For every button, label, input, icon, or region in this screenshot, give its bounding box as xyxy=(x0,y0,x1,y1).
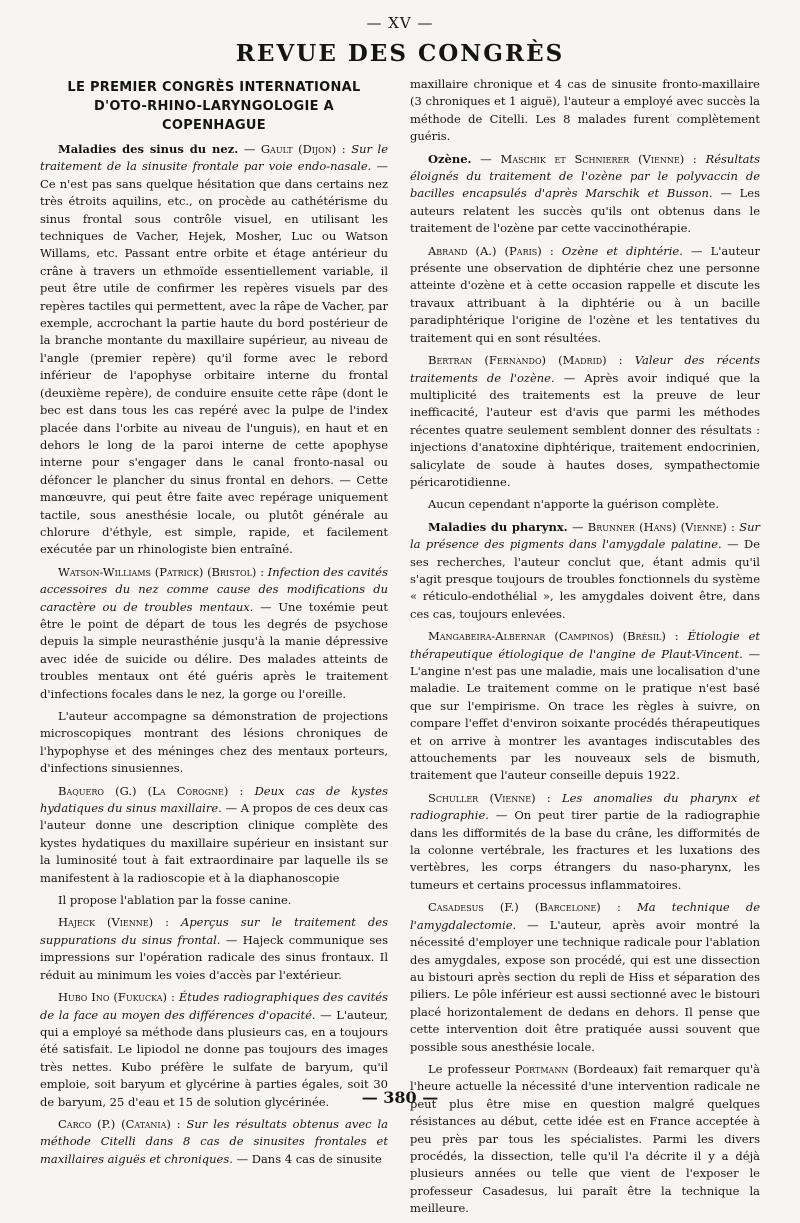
abstract-hajeck xyxy=(40,914,388,984)
abstract-text: — Une toxémie peut être le point de départ de tous les degrés de psychose depuis la simple neurasthénie jusqu'à la manie dépressive avec idée de suicide ou délire. Des malades atteints de troubles mentaux ont été guéris après le traitement d'infections focales dans le nez, la gorge ou l'oreille. xyxy=(40,599,389,701)
paper-title: Résultats éloignés du traitement de l'ozène par le polyvaccin de bacilles encapsulés d'après Marschik et Busson. xyxy=(410,151,761,201)
abstract-text: — Ce n'est pas sans quelque hésitation que dans certains nez très étroits aquilins, etc., on procède au cathétérisme du sinus frontal sous contrôle visuel, en utilisant les techniques de Vacher, Hejek, Mosher, Luc ou Watson Willams, etc. Passant entre orbite et étage antérieur du crâne à travers un ethmoïde essentiellement variable, il peut être utile de confirmer les repères visuels par des repères tactiles qui permettent, avec la râpe de Vacher, par exemple, accrochant la partie haute du bord postérieur de la branche montante du maxillaire supérieur, au niveau de l'angle (premier repère) qu'il forme avec le rebord inférieur de l'apophyse orbitaire interne du frontal (deuxième repère), de conduire ensuite cette râpe (dont le bec est dans tous les cas repéré avec la pulpe de l'index placée dans l'orbite au niveau de l'unguis), en haut et en dehors le long de la paroi interne de cette apophyse interne pour s'engager dans le canal fronto-nasal ou défoncer le plancher du sinus frontal en dehors. — Cette manœuvre, qui peut être faite avec repérage uniquement tactile, sous anesthésie locale, ou plutôt générale au chlorure d'éthyle, est simple, rapide, et facilement exécutée par un rhinologiste bien entraîné. xyxy=(40,159,388,557)
abstract-gault xyxy=(40,141,388,559)
paper-title: Aperçus sur le traitement des suppurations du sinus frontal. xyxy=(40,915,388,947)
author: Hajeck (Vienne) : xyxy=(58,915,169,930)
author: Abrand (A.) (Paris) : xyxy=(428,243,554,258)
abstract-text: — L'auteur, qui a employé sa méthode dans plusieurs cas, en a toujours été satisfait. Le lipiodol ne donne pas toujours des images très nettes. Kubo préfère le sulfate de baryum, qu'il emploie, soit baryum et glycérine à parties égales, soit 30 de baryum, 25 d'eau et 15 de solution glycérinée. xyxy=(40,1007,388,1109)
author: Hubo Ino (Fukucka) : xyxy=(58,990,175,1005)
paper-title: Sur le traitement de la sinusite frontale par voie endo-nasale. xyxy=(40,142,389,174)
abstract-mangabeira xyxy=(410,628,760,785)
abstract-schuller xyxy=(410,790,760,894)
author: — Brunner (Hans) (Vienne) : xyxy=(571,519,735,534)
article-title-line: D'OTO-RHINO-LARYNGOLOGIE A COPENHAGUE xyxy=(94,99,334,133)
author: Bertran (Fernando) (Madrid) : xyxy=(428,353,623,368)
abstract-text: — Les auteurs relatent les succès qu'ils ont obtenus dans le traitement de l'ozène par cette vaccinothérapie. xyxy=(410,186,761,236)
paper-title: Les anomalies du pharynx et radiographie. xyxy=(410,790,761,823)
article-title-line: LE PREMIER CONGRÈS INTERNATIONAL xyxy=(67,80,361,95)
paragraph: L'auteur accompagne sa démonstration de projections microscopiques montrant des lésions chroniques de l'hypophyse et des méninges chez des mentaux porteurs, d'infections sinusiennes. xyxy=(40,709,388,776)
abstract-carco xyxy=(40,1116,388,1168)
abstract-baquero xyxy=(40,783,388,887)
abstract-bertran xyxy=(410,352,760,491)
author: Carco (P.) (Catania) : xyxy=(58,1116,181,1131)
abstract-watson xyxy=(40,564,388,703)
author: Portmann xyxy=(514,1061,569,1076)
left-column xyxy=(40,78,388,1173)
abstract-text: — L'angine n'est pas une maladie, mais une localisation d'une maladie. Le traitement comme on le pratique n'est basé que sur l'empirisme. On trace les règles à suivre, on compare l'effet d'environ soixante procédés thérapeutiques et on arrive à montrer les avantages indiscutables des attouchements par les nouveaux sels de bismuth, traitement que l'auteur conseille depuis 1922. xyxy=(410,646,761,783)
abstract-text: — L'auteur présente une observation de diphtérie chez une personne atteinte d'ozène et à cette occasion rappelle et discute les travaux attribuant à la diphtérie ou à un bacille paradiphtérique l'origine de l'ozène et les tentatives du traitement qui en sont résultées. xyxy=(410,243,761,345)
paper-title: Valeur des récents traitements de l'ozène. xyxy=(410,353,760,385)
section-heading: REVUE DES CONGRÈS xyxy=(235,40,565,67)
author: Schuller (Vienne) : xyxy=(428,790,551,805)
paper-title: Ma technique de l'amygdalectomie. xyxy=(410,900,761,932)
paragraph: Il propose l'ablation par la fosse canine. xyxy=(58,893,292,908)
paragraph: maxillaire chronique et 4 cas de sinusite fronto-maxillaire (3 chroniques et 1 aiguë), l'auteur a employé avec succès la méthode de Citelli. Les 8 malades furent complètement guéris. xyxy=(410,77,760,144)
paper-title: Deux cas de kystes hydatiques du sinus maxillaire. xyxy=(40,783,388,816)
abstract-text: — A propos de ces deux cas l'auteur donne une description clinique complète des kystes hydatiques du maxillaire supérieur en insistant sur la luminosité tout à fait extraordinaire par laquelle ils se manifestent à la radioscopie et à la diaphanoscopie xyxy=(40,801,389,885)
abstract-text: — De ses recherches, l'auteur conclut que, étant admis qu'il s'agit presque toujours de troubles fonctionnels du système « réticulo-endothélial », les amygdales doivent être, dans ces cas, toujours enlevées. xyxy=(410,537,761,621)
right-column xyxy=(410,76,760,1223)
abstract-ozene xyxy=(410,151,760,238)
paper-title: Ozène et diphtérie. xyxy=(561,243,683,258)
author: Baquero (G.) (La Corogne) : xyxy=(58,783,244,798)
abstract-text: — Hajeck communique ses impressions sur l'opération radicale des sinus frontaux. Il réduit au minimum les voies d'accès par l'extérieur. xyxy=(40,932,388,982)
abstract-abrand xyxy=(410,243,760,347)
abstract-text: — Après avoir indiqué que la multiplicité des traitements est la preuve de leur inefficacité, l'auteur est d'avis que parmi les méthodes récentes quatre seulement semblent donner des résultats : injections d'anatoxine diphtérique, traitement endocrinien, salicylate de soude à hautes doses, sympathectomie péricarotidienne. xyxy=(410,370,761,489)
abstract-text: — On peut tirer partie de la radiographie dans les difformités de la base du crâne, les difformités de la colonne vertébrale, les fractures et les luxations des vertèbres, les corps étrangers du naso-pharynx, les tumeurs et certains processus inflammatoires. xyxy=(410,808,760,892)
author: Casadesus (F.) (Barcelone) : xyxy=(428,900,621,915)
abstract-casadesus xyxy=(410,899,760,1056)
abstract-text: (Bordeaux) fait remarquer qu'à l'heure actuelle la nécessité d'une intervention radicale ne peut plus être mise en question malgré quelques résistances au début, cette idée est en France acceptée à peu près par tous les spécialistes. Parmi les divers procédés, la dissection, telle qu'il l'a décrite il y a déjà plusieurs années ou telle que vient de l'exposer le professeur Casadesus, lui paraît être la technique la meilleure. xyxy=(410,1061,760,1216)
section-label: Ozène. xyxy=(428,151,472,166)
paper-title: Étiologie et thérapeutique étiologique de l'angine de Plaut-Vincent. xyxy=(410,629,760,661)
page-number: — 380 — xyxy=(361,1088,439,1107)
abstract-portmann xyxy=(410,1061,760,1218)
author: Watson-Williams (Patrick) (Bristol) : xyxy=(58,564,264,579)
paper-title: Infection des cavités accessoires du nez comme cause des modifications du caractère ou de troubles mentaux. xyxy=(40,564,389,614)
paper-title: Sur les résultats obtenus avec la méthode Citelli dans 8 cas de sinusites frontales et maxillaires aiguës et chroniques. xyxy=(40,1116,389,1166)
paper-title: Sur la présence des pigments dans l'amygdale palatine. xyxy=(410,519,760,552)
abstract-text: — L'auteur, après avoir montré la nécessité d'employer une technique radicale pour l'ablation des amygdales, expose son procédé, qui est une dissection au bistouri après section du repli de Hiss et séparation des piliers. Le pôle inférieur est aussi sectionné avec le bistouri placé horizontalement de dedans en dehors. Il pense que cette intervention doit être pratiquée aussi souvent que possible sous anesthésie locale. xyxy=(410,917,760,1054)
roman-page-number: — XV — xyxy=(366,14,434,32)
article-title xyxy=(40,78,388,135)
author: — Maschik et Schnierer (Vienne) : xyxy=(480,151,697,166)
paragraph: Aucun cependant n'apporte la guérison complète. xyxy=(428,497,720,512)
paper-title: Études radiographiques des cavités de la face au moyen des différences d'opacité. xyxy=(40,990,388,1022)
section-label: Maladies du pharynx. xyxy=(428,519,568,534)
section-label: Maladies des sinus du nez. xyxy=(58,142,239,156)
abstract-text: — Dans 4 cas de sinusite xyxy=(236,1151,382,1166)
author: — Gault (Dijon) : xyxy=(243,142,346,156)
abstract-brunner xyxy=(410,519,760,623)
abstract-text: Le professeur xyxy=(428,1061,515,1076)
author: Mangabeira-Albernar (Campinos) (Brésil) : xyxy=(428,629,679,644)
